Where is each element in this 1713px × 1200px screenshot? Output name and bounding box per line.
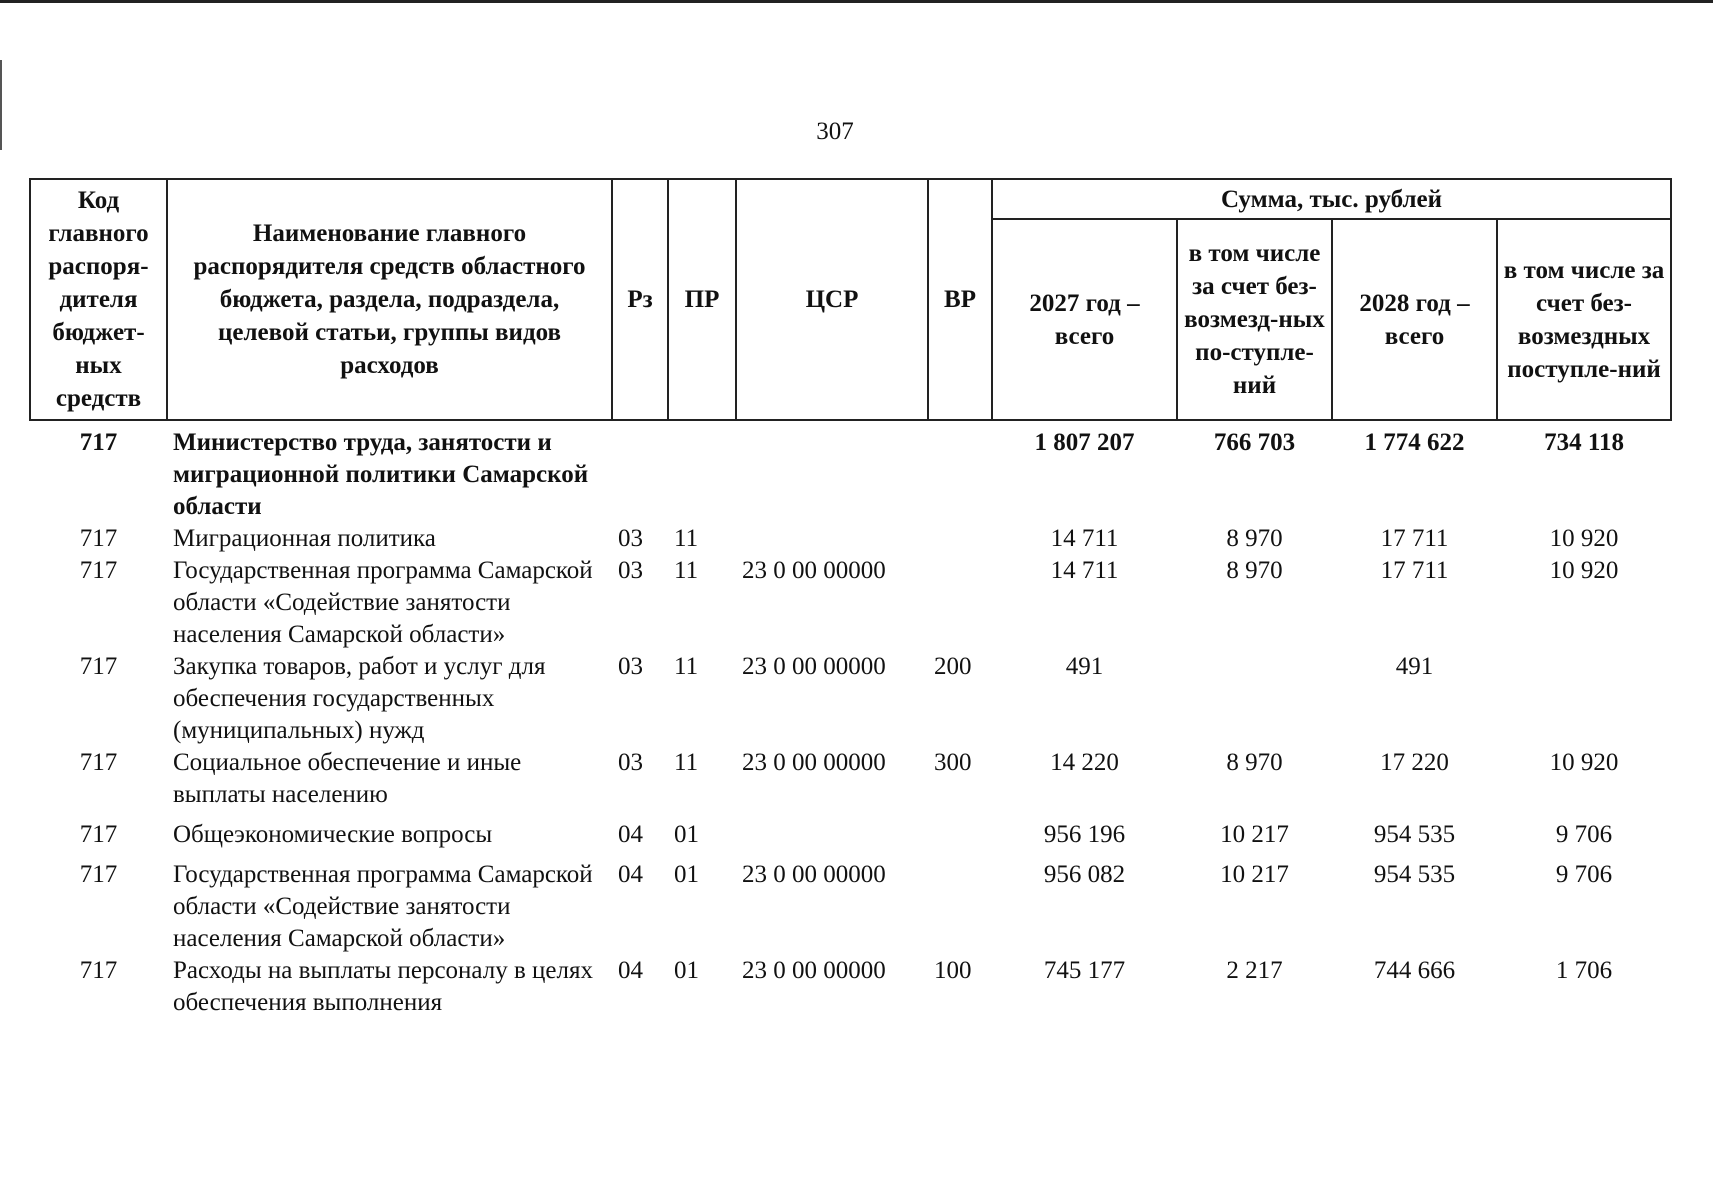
cell-name: Закупка товаров, работ и услуг для обеспечения государственных (муниципальных) нужд	[173, 653, 546, 744]
cell-pr: 01	[674, 861, 699, 888]
header-code: Код главного распоря-дителя бюджет-ных средств	[30, 179, 167, 420]
cell-2027-total: 14 711	[1050, 525, 1119, 552]
cell-code: 717	[79, 557, 118, 584]
header-2028-gratis: в том числе за счет без-возмездных поступле-ний	[1497, 219, 1671, 420]
cell-2028-total: 17 711	[1380, 525, 1449, 552]
cell-2028-total: 17 711	[1380, 557, 1449, 584]
cell-csr: 23 0 00 00000	[742, 653, 886, 680]
table-row	[30, 555, 1671, 651]
cell-vr	[928, 811, 992, 851]
header-csr: ЦСР	[736, 179, 928, 420]
cell-2028-gratis	[1497, 651, 1671, 747]
table-row	[30, 651, 1671, 747]
cell-csr: 23 0 00 00000	[742, 557, 886, 584]
cell-2028-total: 954 535	[1373, 861, 1456, 888]
scan-edge-top	[0, 0, 1713, 3]
cell-2027-total: 745 177	[1043, 957, 1126, 984]
cell-2027-gratis: 10 217	[1220, 861, 1289, 888]
scan-edge-left	[0, 60, 2, 150]
cell-2028-total: 954 535	[1373, 821, 1456, 848]
cell-pr: 11	[674, 653, 699, 680]
cell-pr	[668, 420, 736, 523]
cell-vr	[928, 851, 992, 955]
cell-2028-gratis: 10 920	[1549, 749, 1619, 776]
cell-csr: 23 0 00 00000	[742, 749, 886, 776]
cell-2028-gratis: 10 920	[1549, 557, 1619, 584]
cell-2028-total: 744 666	[1373, 957, 1456, 984]
cell-rz: 04	[618, 821, 643, 848]
table-row	[30, 523, 1671, 555]
cell-name: Миграционная политика	[173, 525, 436, 552]
cell-2027-total: 14 711	[1050, 557, 1119, 584]
cell-vr	[928, 420, 992, 523]
header-2028-total: 2028 год – всего	[1332, 219, 1497, 420]
cell-2028-total: 1 774 622	[1364, 429, 1465, 456]
header-pr: ПР	[668, 179, 736, 420]
cell-code: 717	[79, 861, 118, 888]
cell-vr: 100	[934, 957, 972, 984]
cell-rz: 04	[618, 957, 643, 984]
cell-2027-gratis: 8 970	[1226, 525, 1283, 552]
cell-csr: 23 0 00 00000	[742, 861, 886, 888]
cell-2028-gratis: 9 706	[1555, 821, 1613, 848]
cell-code: 717	[79, 429, 118, 456]
cell-csr	[736, 420, 928, 523]
budget-table	[29, 178, 1672, 1019]
cell-csr	[736, 811, 928, 851]
table-row	[30, 811, 1671, 851]
cell-rz: 03	[618, 749, 643, 776]
cell-2027-gratis: 8 970	[1226, 749, 1283, 776]
cell-2027-total: 956 082	[1043, 861, 1126, 888]
header-2027-gratis: в том числе за счет без-возмезд-ных по-ступле-ний	[1177, 219, 1332, 420]
cell-pr: 11	[674, 749, 699, 776]
cell-name: Государственная программа Самарской области «Содействие занятости населения Самарской области»	[173, 557, 593, 648]
cell-rz: 04	[618, 861, 643, 888]
table-header	[30, 179, 1671, 420]
cell-vr	[928, 523, 992, 555]
cell-name: Расходы на выплаты персоналу в целях обеспечения выполнения	[173, 957, 593, 1016]
cell-2027-total: 1 807 207	[1034, 429, 1135, 456]
cell-name: Министерство труда, занятости и миграционной политики Самарской области	[173, 429, 589, 520]
cell-code: 717	[79, 957, 118, 984]
cell-2027-gratis: 8 970	[1226, 557, 1283, 584]
table-row	[30, 747, 1671, 811]
cell-vr: 300	[934, 749, 972, 776]
cell-2027-gratis: 2 217	[1226, 957, 1283, 984]
cell-pr: 11	[674, 557, 699, 584]
table-row	[30, 851, 1671, 955]
cell-name: Социальное обеспечение и иные выплаты населению	[173, 749, 522, 808]
cell-2027-total: 491	[1065, 653, 1104, 680]
cell-pr: 01	[674, 957, 699, 984]
cell-rz: 03	[618, 557, 643, 584]
cell-2028-total: 491	[1395, 653, 1434, 680]
table-body	[30, 420, 1671, 1019]
cell-rz: 03	[618, 653, 643, 680]
cell-code: 717	[79, 821, 118, 848]
cell-rz: 03	[618, 525, 643, 552]
header-vr: ВР	[928, 179, 992, 420]
cell-vr	[928, 555, 992, 651]
cell-2028-gratis: 734 118	[1544, 429, 1624, 456]
cell-name: Государственная программа Самарской области «Содействие занятости населения Самарской области»	[173, 861, 593, 952]
cell-pr: 11	[674, 525, 699, 552]
cell-csr: 23 0 00 00000	[742, 957, 886, 984]
cell-pr: 01	[674, 821, 699, 848]
cell-code: 717	[79, 653, 118, 680]
cell-2027-gratis: 10 217	[1220, 821, 1289, 848]
cell-2027-gratis	[1177, 651, 1332, 747]
header-sum: Сумма, тыс. рублей	[992, 179, 1671, 219]
cell-2027-gratis: 766 703	[1213, 429, 1296, 456]
page-number: 307	[816, 118, 854, 145]
cell-rz	[612, 420, 668, 523]
cell-code: 717	[79, 525, 118, 552]
cell-name: Общеэкономические вопросы	[173, 821, 493, 848]
cell-2027-total: 956 196	[1043, 821, 1126, 848]
cell-2028-total: 17 220	[1380, 749, 1449, 776]
cell-2028-gratis: 1 706	[1555, 957, 1613, 984]
table-row	[30, 955, 1671, 1019]
cell-csr	[736, 523, 928, 555]
header-2027-total: 2027 год – всего	[992, 219, 1177, 420]
cell-code: 717	[79, 749, 118, 776]
cell-vr: 200	[934, 653, 972, 680]
header-rz: Рз	[612, 179, 668, 420]
table-row	[30, 420, 1671, 523]
header-name: Наименование главного распорядителя средств областного бюджета, раздела, подраздела, целевой статьи, группы видов расходов	[167, 179, 612, 420]
cell-2027-total: 14 220	[1050, 749, 1119, 776]
cell-2028-gratis: 9 706	[1555, 861, 1613, 888]
cell-2028-gratis: 10 920	[1549, 525, 1619, 552]
